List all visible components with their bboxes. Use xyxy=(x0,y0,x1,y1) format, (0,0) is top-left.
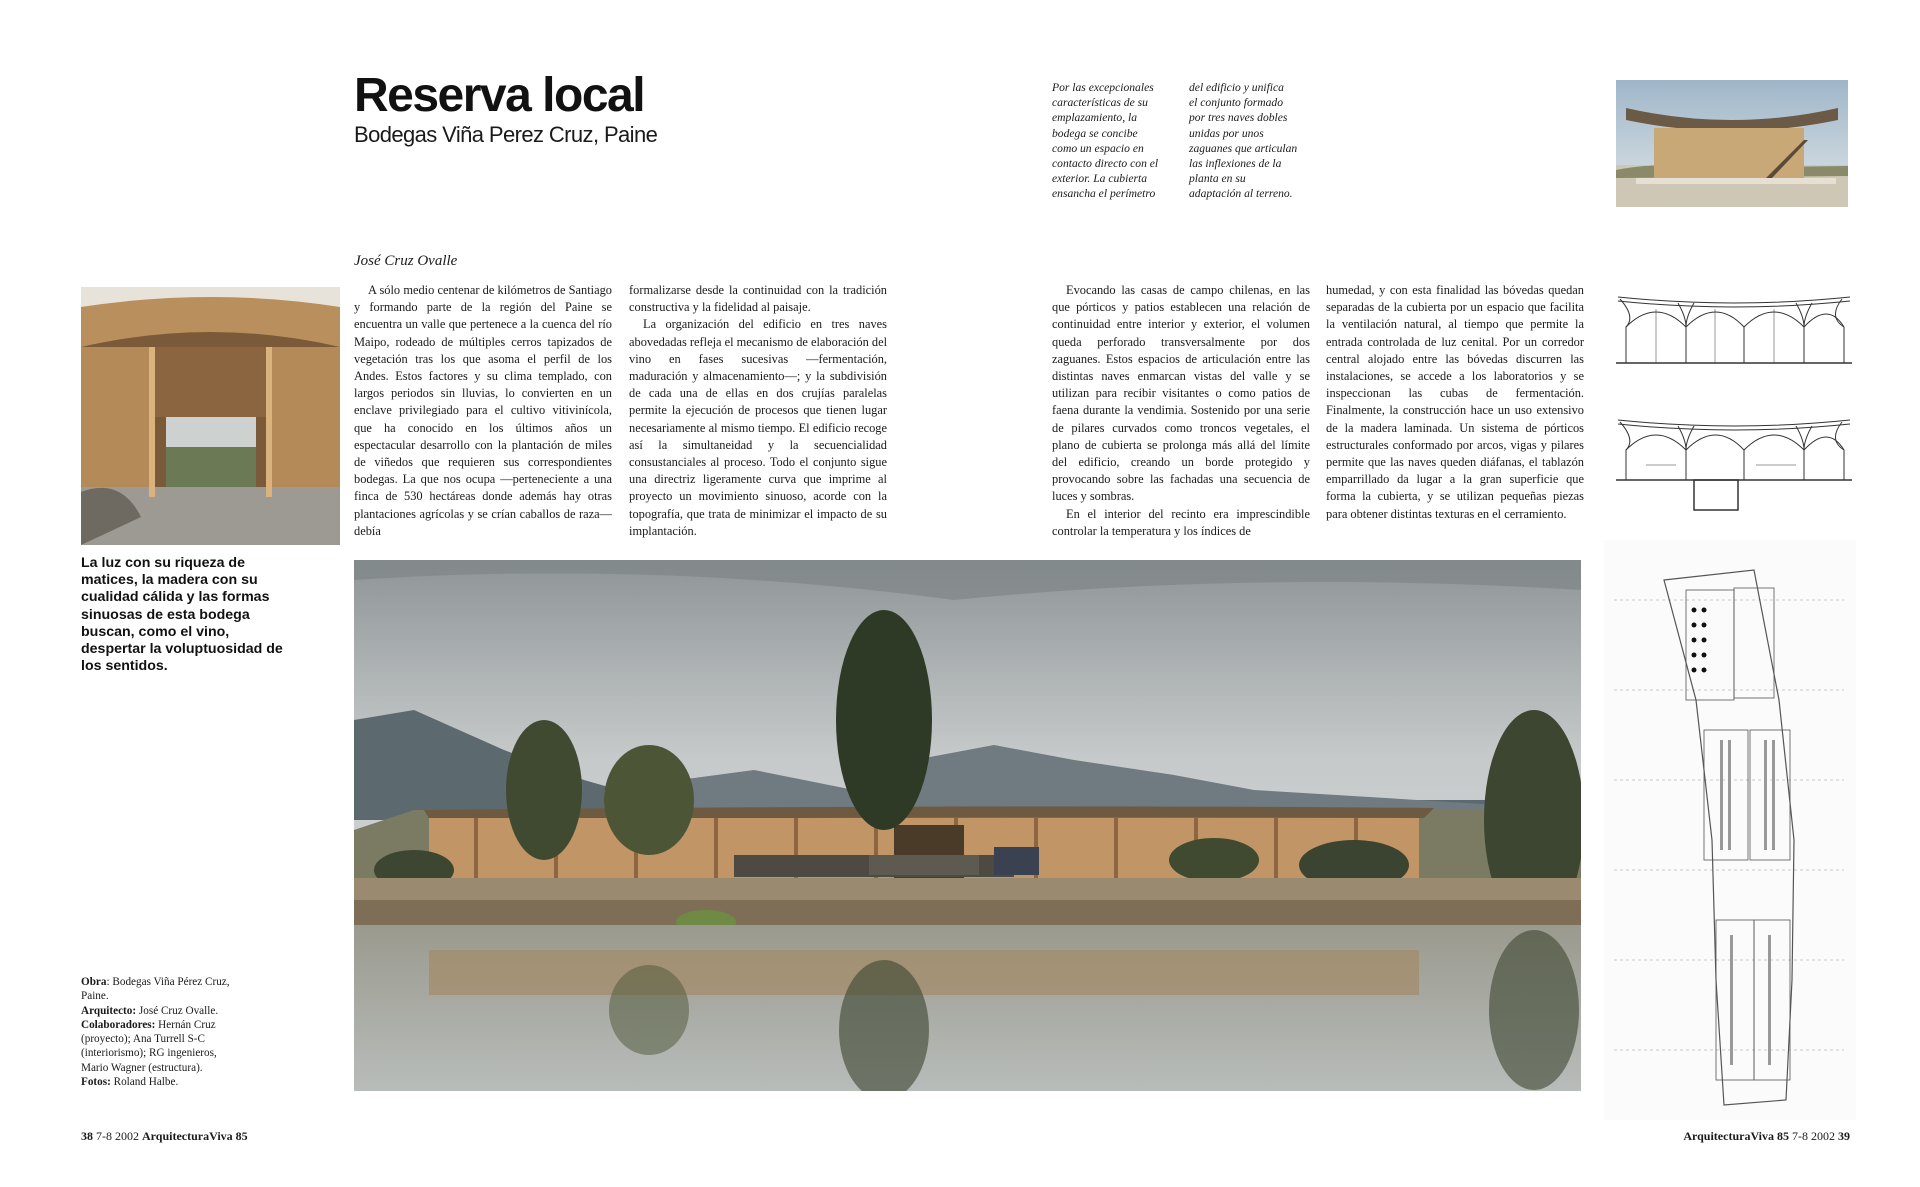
body-paragraph: humedad, y con esta finalidad las bóvedas quedan separadas de la cubierta por un espacio que facilita la ventilación natural, al tiempo que permite la entrada controlada de luz cenital. Por un corredor central alojado entre las bóvedas discurren las instalaciones, se accede a los laboratorios y se inspeccionan las cubas de fermentación. Finalmente, la construcción hace un uso extensivo de la madera laminada. Un sistema de pórticos estructurales conformado por arcos, vigas y pilares permite que las naves queden diáfanas, el tablazón emparrillado da lugar a la gran superficie que forma la cubierta, y se utilizan pequeñas piezas para obtener distintas texturas en el cerramiento. xyxy=(1326,283,1584,521)
body-paragraph: En el interior del recinto era imprescindible controlar la temperatura y los índices de xyxy=(1052,506,1310,538)
issue-date: 7-8 2002 xyxy=(96,1129,139,1143)
building-exterior-photo xyxy=(1616,80,1848,207)
magazine-name: ArquitecturaViva 85 xyxy=(1683,1129,1789,1143)
intro-line: las inflexiones de la xyxy=(1189,157,1282,171)
intro-line: el conjunto formado xyxy=(1189,96,1284,110)
body-column-3 xyxy=(1052,282,1310,540)
body-paragraph: formalizarse desde la continuidad con la tradición constructiva y la fidelidad al paisaje. xyxy=(629,283,887,315)
main-landscape-photo xyxy=(354,560,1581,1091)
credit-value: : Bodegas Viña Pérez Cruz, Paine. xyxy=(81,976,230,1003)
credit-label: Arquitecto: xyxy=(81,1004,137,1017)
issue-date: 7-8 2002 xyxy=(1792,1129,1835,1143)
intro-line: unidas por unos xyxy=(1189,126,1264,140)
intro-line: exterior. La cubierta xyxy=(1052,172,1147,186)
intro-column-2 xyxy=(1189,80,1317,202)
credit-value: Hernán Cruz (proyecto); Ana Turrell S-C (interiorismo); RG ingenieros, Mario Wagner (estructura). xyxy=(81,1018,217,1074)
credit-value: Roland Halbe. xyxy=(110,1076,179,1089)
credit-label: Obra xyxy=(81,976,107,988)
credit-arquitecto xyxy=(81,1004,241,1018)
intro-line: Por las excepcionales xyxy=(1052,81,1154,94)
intro-line: características de su xyxy=(1052,96,1148,110)
credit-fotos xyxy=(81,1075,241,1089)
zaguan-interior-photo xyxy=(81,287,340,545)
floor-plan-drawing xyxy=(1604,540,1856,1120)
page-number: 38 xyxy=(81,1129,93,1143)
intro-line: planta en su xyxy=(1189,172,1246,186)
intro-line: bodega se concibe xyxy=(1052,126,1138,140)
credit-value: José Cruz Ovalle. xyxy=(136,1004,219,1017)
section-drawing-1 xyxy=(1616,287,1852,365)
intro-line: del edificio y unifica xyxy=(1189,81,1284,94)
project-credits xyxy=(81,975,241,1089)
section-drawing-2 xyxy=(1616,410,1852,514)
intro-column-1 xyxy=(1052,80,1180,202)
photo-caption: La luz con su riqueza de matices, la madera con su cualidad cálida y las formas sinuosas de esta bodega buscan, como el vino, despertar la voluptuosidad de los sentidos. xyxy=(81,555,283,675)
body-paragraph: A sólo medio centenar de kilómetros de Santiago y formando parte de la región del Paine se encuentra un valle que pertenece a la cuenca del río Maipo, rodeado de múltiples cerros tapizados de vegetación tras los que asoma el perfil de los Andes. Estos factores y su clima templado, con largos periodos sin lluvias, lo convierten en un enclave privilegiado para el cultivo vitivinícola, que ha conocido en los últimos años un espectacular desarrollo con la plantación de miles de viñedos que requieren sus correspondientes bodegas. La que nos ocupa —perteneciente a una finca de 530 hectáreas donde además hay otras plantaciones agrícolas y se crían caballos de raza— debía xyxy=(354,283,612,538)
body-column-2 xyxy=(629,282,887,540)
intro-line: ensancha el perímetro xyxy=(1052,187,1156,201)
credit-colaboradores xyxy=(81,1018,241,1075)
intro-line: contacto directo con el xyxy=(1052,157,1159,171)
intro-line: como un espacio en xyxy=(1052,141,1144,155)
article-title: Reserva local xyxy=(354,69,645,122)
magazine-name: ArquitecturaViva 85 xyxy=(142,1129,248,1143)
body-paragraph: Evocando las casas de campo chilenas, en las que pórticos y patios establecen una relación de continuidad entre interior y exterior, el volumen queda perforado transversalmente por dos zaguanes. Estos espacios de articulación entre las distintas naves enmarcan vistas del valle y se utilizan para recibir visitantes o como patios de faena durante la vendimia. Sostenido por una serie de pilares curvados como troncos vegetales, el plano de cubierta se prolonga más allá del límite del edificio, creando un borde protegido y provocando sobre las fachadas una secuencia de luces y sombras. xyxy=(1052,283,1310,504)
intro-line: zaguanes que articulan xyxy=(1189,141,1298,155)
credit-obra xyxy=(81,975,241,1004)
article-subtitle: Bodegas Viña Perez Cruz, Paine xyxy=(354,122,658,147)
intro-line: emplazamiento, la xyxy=(1052,111,1138,125)
body-paragraph: La organización del edificio en tres naves abovedadas refleja el mecanismo de elaboración del vino en fases sucesivas —fermentación, maduración y almacenamiento—; y la subdivisión de cada una de ellas en dos crujías paralelas permite la ejecución de procesos que tienen lugar necesariamente al mismo tiempo. El edificio recoge así la simultaneidad y la secuencialidad consustanciales al proceso. Todo el conjunto sigue una directriz ligeramente curva que imprime al proyecto un movimiento sinuoso, acorde con la topografía, que trata de minimizar el impacto de su implantación. xyxy=(629,317,888,538)
author-name: José Cruz Ovalle xyxy=(354,253,458,269)
intro-line: adaptación al terreno. xyxy=(1189,187,1293,201)
page-number: 39 xyxy=(1838,1129,1850,1143)
right-folio xyxy=(1683,1129,1850,1144)
intro-line: por tres naves dobles xyxy=(1189,111,1288,125)
credit-label: Colaboradores: xyxy=(81,1018,156,1031)
body-column-4 xyxy=(1326,282,1584,523)
left-folio xyxy=(81,1129,248,1144)
body-column-1 xyxy=(354,282,612,540)
credit-label: Fotos: xyxy=(81,1076,111,1089)
